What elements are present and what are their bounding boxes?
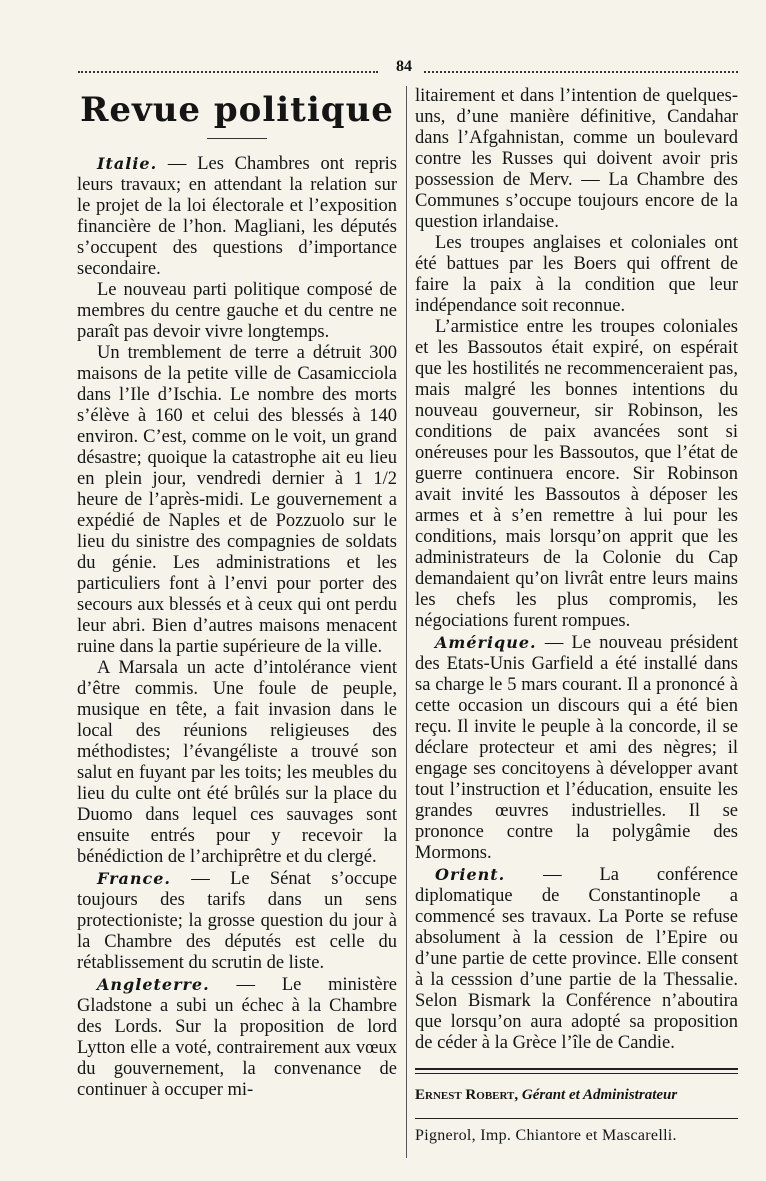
paragraph-italie: [77, 153, 397, 280]
paragraph-text: — Le ministère Gladstone a subi un échec à la Chambre des Lords. Sur la proposition de lord Lytton elle a voté, contrairement aux vœux du gouvernement, la convenance de continuer à occuper mi-: [77, 975, 397, 1100]
footer-rule: [415, 1118, 738, 1119]
imprint-line: [415, 1084, 738, 1106]
column-divider: [406, 86, 407, 1158]
paragraph-orient: [415, 864, 738, 1054]
rule-left: [78, 71, 378, 73]
paragraph-text: Les troupes anglaises et coloniales ont été battues par les Boers qui offrent de faire la paix à la condition que leur indépendance soit reconnue.: [415, 233, 738, 316]
page-number: 84: [396, 58, 412, 75]
rule-right: [424, 71, 738, 73]
title-underline: [207, 138, 267, 139]
paragraph: [77, 658, 397, 868]
left-column: [77, 86, 397, 1101]
paragraph-text: — Le nouveau président des Etats-Unis Garfield a été installé dans sa charge le 5 mars courant. Il a prononcé à cette occasion un discours qui a été bien reçu. Il invite le peuple à la concorde, il se déclare protecteur et ami des nègres; il engage ses concitoyens à développer avant tout l’instruction et l’éducation, ensuite les grandes œuvres industrielles. Il se prononce contre la polygâmie des Mormons.: [415, 633, 738, 863]
paragraph-text: L’armistice entre les troupes coloniales et les Bassoutos était expiré, on espérait que les hostilités ne recommenceraient pas, mais malgré les bonnes intentions du nouveau gouverneur, sir Robinson, les conditions de paix avancées sont si onéreuses pour les Bassoutos, que l’état de guerre continuera encore. Sir Robinson avait invité les Bassoutos à déposer les armes et à s’en remettre à lui pour les conditions, mais lorsqu’on apprit que les administrateurs de la Colonie du Cap demandaient qu’on livrât entre leurs mains les chefs les plus compromis, les négociations furent rompues.: [415, 317, 738, 631]
paragraph: [77, 343, 397, 658]
page-title: Revue politique: [80, 90, 394, 130]
paragraph-text: — La conférence diplomatique de Constantinople a commencé ses travaux. La Porte se refuse absolument à la cession de l’Epire ou d’une partie de cette province. Elle consent à la cesssion d’une partie de la Thessalie. Selon Bismark la Conférence n’aboutira que lorsqu’on aura adopté sa proposition de céder à la Grèce l’île de Candie.: [415, 865, 738, 1053]
footer-rule: [415, 1073, 738, 1074]
country-heading: France.: [97, 869, 171, 888]
footer-rule: [415, 1068, 738, 1070]
paragraph-france: [77, 868, 397, 974]
paragraph-text: A Marsala un acte d’intolérance vient d’être commis. Une foule de peuple, musique en tête, a fait invasion dans le local des réunions religieuses des méthodistes; l’évangéliste a trouvé son salut en fuyant par les toits; les meubles du lieu du culte ont été brûlés sur la place du Duomo dans lequel ces sauvages sont ensuite entrés pour y recevoir la bénédiction de l’archiprêtre et du clergé.: [77, 658, 397, 867]
paragraph: [77, 280, 397, 343]
paragraph-text: — Les Chambres ont repris leurs travaux; en attendant la relation sur le projet de la loi électorale et l’exposition financière de l’hon. Magliani, les députés s’occupent des questions d’importance secondaire.: [77, 154, 397, 279]
paragraph-text: litairement et dans l’intention de quelques-uns, d’une manière définitive, Candahar dans l’Afgahnistan, comme un boulevard contre les Russes qui doivent avoir pris possession de Merv. — La Chambre des Communes s’occupe toujours encore de la question irlandaise.: [415, 86, 738, 232]
paragraph: [415, 233, 738, 317]
manager-role: Gérant et Administrateur: [518, 1087, 678, 1103]
country-heading: Italie.: [97, 154, 158, 173]
paragraph-continued: [415, 86, 738, 233]
paragraph-text: Un tremblement de terre a détruit 300 maisons de la petite ville de Casamicciola dans l’Ile d’Ischia. Le nombre des morts s’élève à 160 et celui des blessés à 140 environ. C’est, comme on le voit, un grand désastre; quoique la catastrophe ait eu lieu en plein jour, vendredi dernier à 1 1/2 heure de l’après-midi. Le gouvernement a expédié de Naples et de Pozzuolo sur le lieu du sinistre des compagnies de soldats du génie. Les administrations et les particuliers font à l’envi pour porter des secours aux blessés et à ceux qui ont perdu leur abri. Bien d’autres maisons menacent ruine dans la partie supérieure de la ville.: [77, 343, 397, 657]
right-column: [415, 86, 738, 1146]
country-heading: Orient.: [435, 865, 506, 884]
paragraph-text: Le nouveau parti politique composé de membres du centre gauche et du centre ne paraît pas devoir vivre longtemps.: [77, 280, 397, 342]
paragraph-angleterre: [77, 974, 397, 1101]
printer-line: Pignerol, Imp. Chiantore et Mascarelli.: [415, 1127, 677, 1144]
country-heading: Angleterre.: [97, 975, 210, 994]
country-heading: Amérique.: [435, 633, 537, 652]
paragraph: [415, 317, 738, 632]
paragraph-text: — Le Sénat s’occupe toujours des tarifs dans un sens protectioniste; la grosse question du jour à la Chambre des députés est celle du rétablissement du scrutin de liste.: [77, 869, 397, 973]
paragraph-amerique: [415, 632, 738, 864]
manager-name: Ernest Robert,: [415, 1087, 519, 1103]
